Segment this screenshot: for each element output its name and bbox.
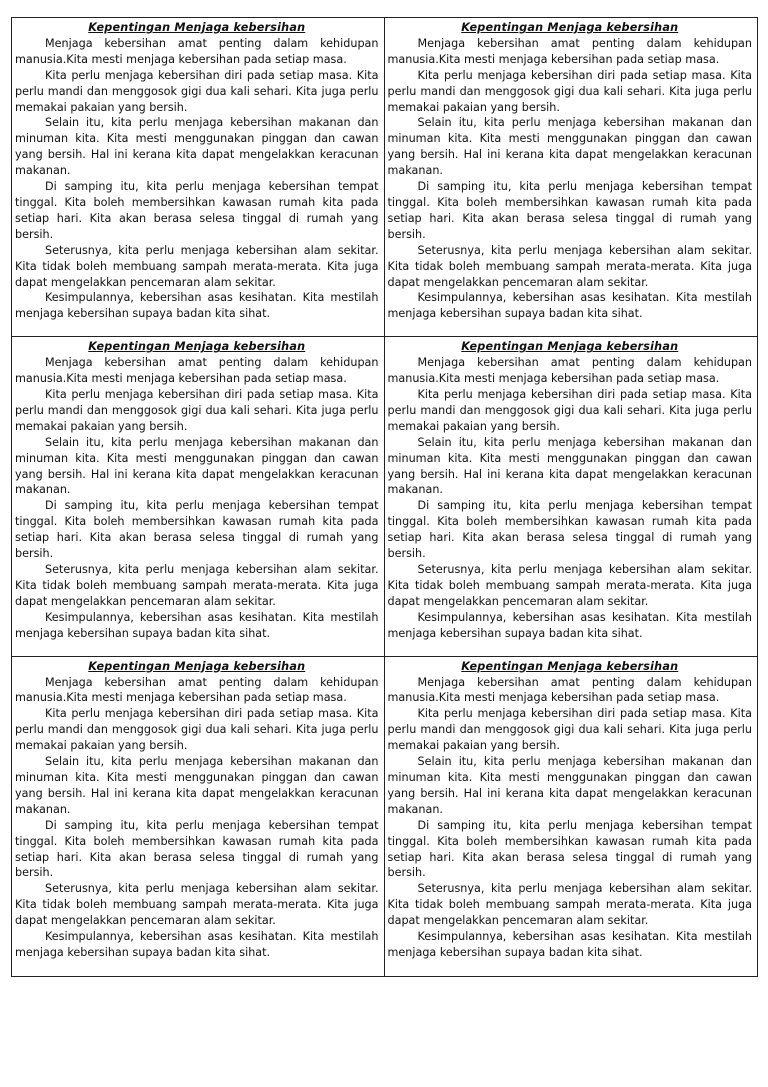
essay-paragraph: Di samping itu, kita perlu menjaga kebersihan tempat tinggal. Kita boleh membersihkan kawasan rumah kita pada setiap hari. Kita akan berasa selesa tinggal di rumah yang bersih. [15,499,379,561]
essay-paragraph: Kesimpulannya, kebersihan asas kesihatan. Kita mestilah menjaga kebersihan supaya badan kita sihat. [15,930,379,959]
essay-block [385,337,758,656]
essay-paragraph: Selain itu, kita perlu menjaga kebersihan makanan dan minuman kita. Kita mesti menggunakan pinggan dan cawan yang bersih. Hal ini kerana kita dapat mengelakkan keracunan makanan. [15,435,379,497]
essay-paragraph: Selain itu, kita perlu menjaga kebersihan makanan dan minuman kita. Kita mesti menggunakan pinggan dan cawan yang bersih. Hal ini kerana kita dapat mengelakkan keracunan makanan. [387,435,752,497]
essay-title: Kepentingan Menjaga kebersihan [88,659,306,673]
essay-paragraph: Selain itu, kita perlu menjaga kebersihan makanan dan minuman kita. Kita mesti menggunakan pinggan dan cawan yang bersih. Hal ini kerana kita dapat mengelakkan keracunan makanan. [15,116,379,178]
essay-block [12,657,385,976]
essay-paragraph: Seterusnya, kita perlu menjaga kebersihan alam sekitar. Kita tidak boleh membuang sampah merata-merata. Kita juga dapat mengelakkan pencemaran alam sekitar. [387,563,752,608]
essay-paragraph: Menjaga kebersihan amat penting dalam kehidupan manusia.Kita mesti menjaga kebersihan pada setiap masa. [387,356,752,386]
essay-paragraph: Kesimpulannya, kebersihan asas kesihatan. Kita mestilah menjaga kebersihan supaya badan kita sihat. [387,291,752,321]
essay-paragraph: Menjaga kebersihan amat penting dalam kehidupan manusia.Kita mesti menjaga kebersihan pada setiap masa. [15,356,379,386]
essay-paragraph: Seterusnya, kita perlu menjaga kebersihan alam sekitar. Kita tidak boleh membuang sampah merata-merata. Kita juga dapat mengelakkan pencemaran alam sekitar. [15,882,379,928]
essay-paragraph: Menjaga kebersihan amat penting dalam kehidupan manusia.Kita mesti menjaga kebersihan pada setiap masa. [387,675,752,705]
essay-block [385,657,758,976]
essay-block [385,18,758,337]
essay-paragraph: Menjaga kebersihan amat penting dalam kehidupan manusia.Kita mesti menjaga kebersihan pada setiap masa. [15,36,379,66]
essay-block [12,337,385,656]
essay-paragraph: Di samping itu, kita perlu menjaga kebersihan tempat tinggal. Kita boleh membersihkan kawasan rumah kita pada setiap hari. Kita akan berasa selesa tinggal di rumah yang bersih. [387,499,752,561]
essay-paragraph: Seterusnya, kita perlu menjaga kebersihan alam sekitar. Kita tidak boleh membuang sampah merata-merata. Kita juga dapat mengelakkan pencemaran alam sekitar. [387,882,752,928]
essay-paragraph: Selain itu, kita perlu menjaga kebersihan makanan dan minuman kita. Kita mesti menggunakan pinggan dan cawan yang bersih. Hal ini kerana kita dapat mengelakkan keracunan makanan. [387,116,752,178]
essay-paragraph: Seterusnya, kita perlu menjaga kebersihan alam sekitar. Kita tidak boleh membuang sampah merata-merata. Kita juga dapat mengelakkan pencemaran alam sekitar. [15,243,379,289]
essay-paragraph: Kita perlu menjaga kebersihan diri pada setiap masa. Kita perlu mandi dan menggosok gigi dua kali sehari. Kita juga perlu memakai pakaian yang bersih. [387,68,752,114]
essay-paragraph: Seterusnya, kita perlu menjaga kebersihan alam sekitar. Kita tidak boleh membuang sampah merata-merata. Kita juga dapat mengelakkan pencemaran alam sekitar. [387,243,752,289]
essay-title: Kepentingan Menjaga kebersihan [461,659,679,673]
essay-title: Kepentingan Menjaga kebersihan [461,21,679,34]
essay-paragraph: Di samping itu, kita perlu menjaga kebersihan tempat tinggal. Kita boleh membersihkan kawasan rumah kita pada setiap hari. Kita akan berasa selesa tinggal di rumah yang bersih. [387,818,752,880]
essay-paragraph: Kesimpulannya, kebersihan asas kesihatan. Kita mestilah menjaga kebersihan supaya badan kita sihat. [15,291,379,321]
essay-paragraph: Kita perlu menjaga kebersihan diri pada setiap masa. Kita perlu mandi dan menggosok gigi dua kali sehari. Kita juga perlu memakai pakaian yang bersih. [15,68,379,114]
essay-paragraph: Kesimpulannya, kebersihan asas kesihatan. Kita mestilah menjaga kebersihan supaya badan kita sihat. [15,610,379,640]
essay-paragraph: Di samping itu, kita perlu menjaga kebersihan tempat tinggal. Kita boleh membersihkan kawasan rumah kita pada setiap hari. Kita akan berasa selesa tinggal di rumah yang bersih. [15,818,379,880]
essay-paragraph: Selain itu, kita perlu menjaga kebersihan makanan dan minuman kita. Kita mesti menggunakan pinggan dan cawan yang bersih. Hal ini kerana kita dapat mengelakkan keracunan makanan. [15,755,379,816]
essay-paragraph: Kita perlu menjaga kebersihan diri pada setiap masa. Kita perlu mandi dan menggosok gigi dua kali sehari. Kita juga perlu memakai pakaian yang bersih. [387,707,752,753]
essay-paragraph: Kita perlu menjaga kebersihan diri pada setiap masa. Kita perlu mandi dan menggosok gigi dua kali sehari. Kita juga perlu memakai pakaian yang bersih. [15,388,379,433]
essay-title: Kepentingan Menjaga kebersihan [88,21,306,34]
essay-paragraph: Kita perlu menjaga kebersihan diri pada setiap masa. Kita perlu mandi dan menggosok gigi dua kali sehari. Kita juga perlu memakai pakaian yang bersih. [387,388,752,433]
essay-paragraph: Seterusnya, kita perlu menjaga kebersihan alam sekitar. Kita tidak boleh membuang sampah merata-merata. Kita juga dapat mengelakkan pencemaran alam sekitar. [15,563,379,608]
essay-paragraph: Di samping itu, kita perlu menjaga kebersihan tempat tinggal. Kita boleh membersihkan kawasan rumah kita pada setiap hari. Kita akan berasa selesa tinggal di rumah yang bersih. [15,180,379,241]
essay-paragraph: Kesimpulannya, kebersihan asas kesihatan. Kita mestilah menjaga kebersihan supaya badan kita sihat. [387,930,752,959]
essay-sheet [11,17,758,977]
essay-paragraph: Kita perlu menjaga kebersihan diri pada setiap masa. Kita perlu mandi dan menggosok gigi dua kali sehari. Kita juga perlu memakai pakaian yang bersih. [15,707,379,753]
essay-paragraph: Menjaga kebersihan amat penting dalam kehidupan manusia.Kita mesti menjaga kebersihan pada setiap masa. [387,36,752,66]
essay-block [12,18,385,337]
essay-title: Kepentingan Menjaga kebersihan [461,340,679,354]
essay-paragraph: Kesimpulannya, kebersihan asas kesihatan. Kita mestilah menjaga kebersihan supaya badan kita sihat. [387,610,752,640]
essay-paragraph: Di samping itu, kita perlu menjaga kebersihan tempat tinggal. Kita boleh membersihkan kawasan rumah kita pada setiap hari. Kita akan berasa selesa tinggal di rumah yang bersih. [387,180,752,241]
essay-paragraph: Menjaga kebersihan amat penting dalam kehidupan manusia.Kita mesti menjaga kebersihan pada setiap masa. [15,675,379,705]
essay-paragraph: Selain itu, kita perlu menjaga kebersihan makanan dan minuman kita. Kita mesti menggunakan pinggan dan cawan yang bersih. Hal ini kerana kita dapat mengelakkan keracunan makanan. [387,755,752,816]
essay-title: Kepentingan Menjaga kebersihan [88,340,306,354]
